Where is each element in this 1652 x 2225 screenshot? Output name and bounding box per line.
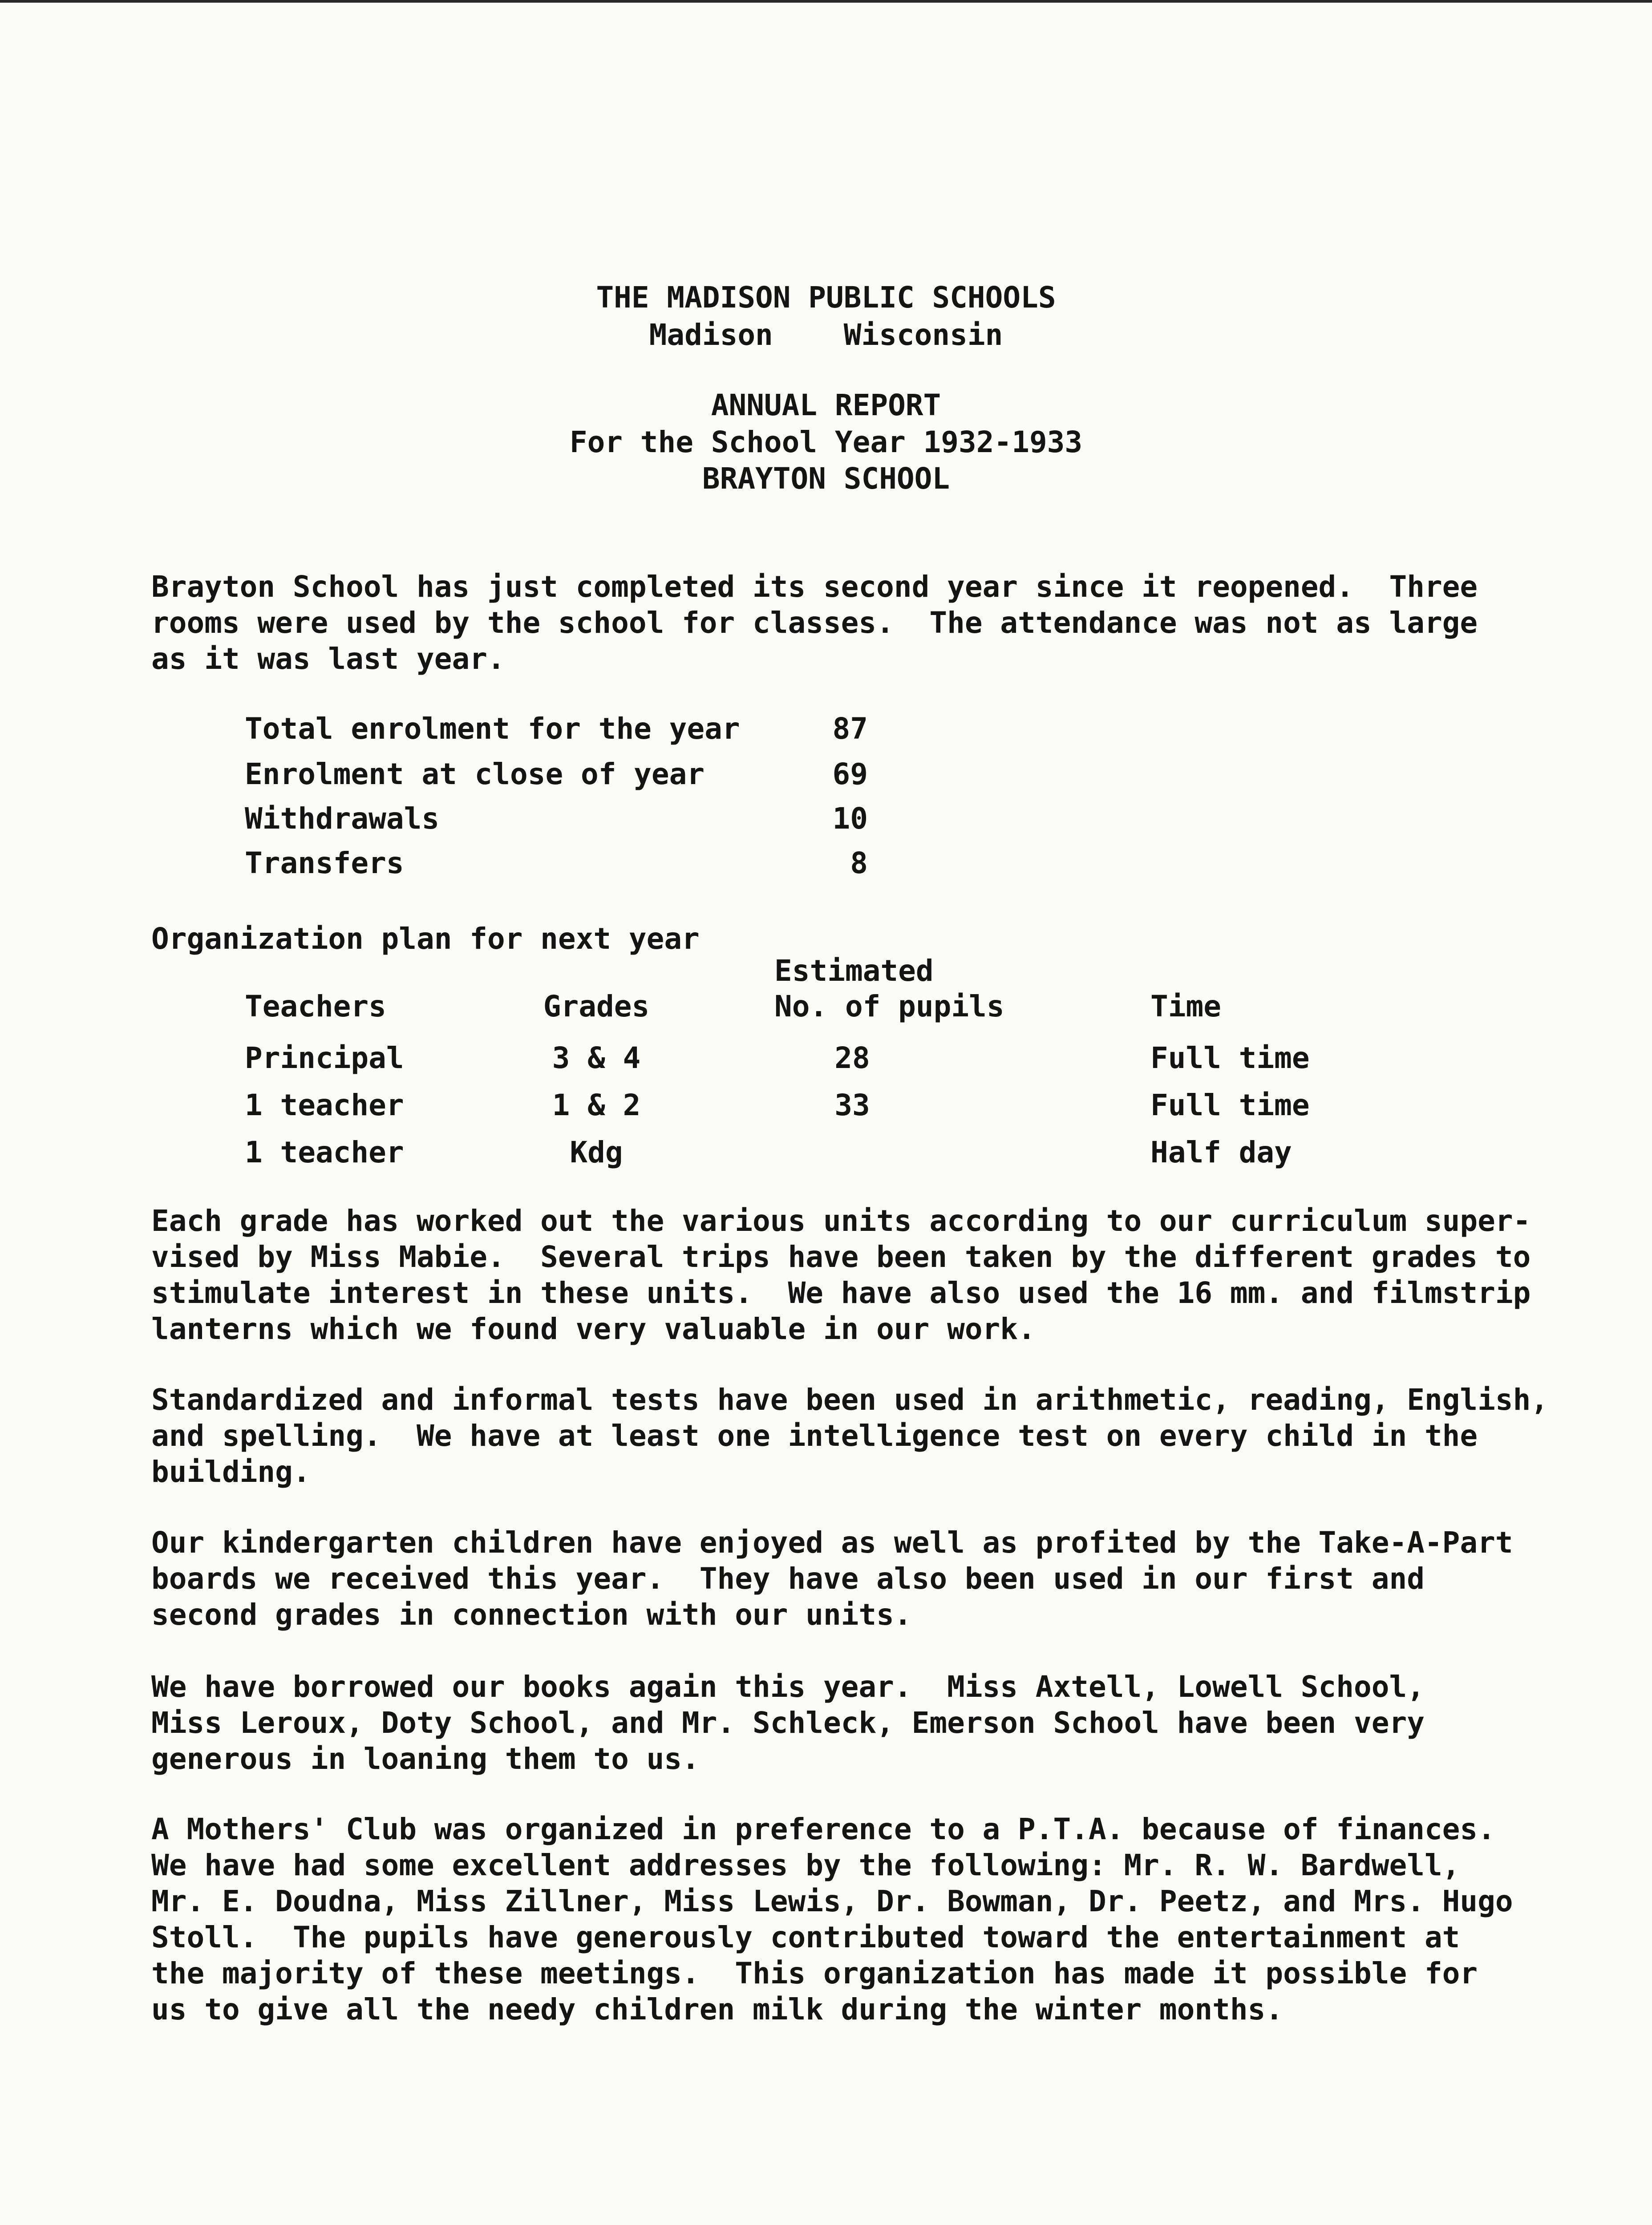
row-2-time: Full time [1150,1088,1310,1122]
paragraph-books: We have borrowed our books again this year. Miss Axtell, Lowell School, Miss Leroux, Doty School, and Mr. Schleck, Emerson School have been very generous in loaning them to us. [151,1670,1425,1776]
stat-value-transfers: 8 [850,846,868,880]
header-time: Time [1150,989,1221,1024]
stat-label-enrolment-close: Enrolment at close of year [245,757,705,791]
header-estimated: Estimated [774,954,934,988]
stat-value-withdrawals: 10 [832,801,868,836]
city-state: Madison Wisconsin [649,318,1003,352]
row-1-grades: 3 & 4 [552,1041,641,1075]
district-name: THE MADISON PUBLIC SCHOOLS [596,280,1056,315]
paragraph-tests: Standardized and informal tests have been used in arithmetic, reading, English, and spelling. We have at least one intelligence test on every child in the building. [151,1383,1549,1489]
row-2-teacher: 1 teacher [245,1088,404,1122]
row-2-grades: 1 & 2 [552,1088,641,1122]
organization-plan-title: Organization plan for next year [151,922,700,956]
stat-value-enrolment-close: 69 [832,757,868,791]
paragraph-kindergarten: Our kindergarten children have enjoyed as well as profited by the Take-A-Part boards we received this year. They have also been used in our first and second grades in connection with our units. [151,1525,1513,1632]
header-teachers: Teachers [245,989,386,1024]
row-3-teacher: 1 teacher [245,1135,404,1169]
stat-label-total-enrolment: Total enrolment for the year [245,712,740,746]
row-1-time: Full time [1150,1041,1310,1075]
paragraph-mothers-club: A Mothers' Club was organized in preference to a P.T.A. because of finances. We have had some excellent addresses by the following: Mr. R. W. Bardwell, Mr. E. Doudna, Miss Zillner, Miss Lewis, Dr. Bowman, Dr. Peetz, and Mrs. Hugo Stoll. The pupils have generously contributed toward the entertainment at the majority of these meetings. This organization has made it possible for us to give all the needy children milk during the winter months. [151,1812,1513,2027]
row-2-pupils: 33 [834,1088,870,1122]
header-no-of-pupils: No. of pupils [774,989,1004,1024]
report-title: ANNUAL REPORT [711,388,941,422]
row-1-pupils: 28 [834,1041,870,1075]
stat-value-total-enrolment: 87 [832,712,868,746]
row-1-teacher: Principal [245,1041,404,1075]
paragraph-curriculum-units: Each grade has worked out the various units according to our curriculum super- vised by Miss Mabie. Several trips have been taken by the different grades to stimulate interest in these units. We have also used the 16 mm. and filmstrip lanterns which we found very valuable in our work. [151,1204,1531,1346]
school-name: BRAYTON SCHOOL [702,461,950,496]
row-3-grades: Kdg [570,1135,623,1169]
header-grades: Grades [543,989,650,1024]
row-3-time: Half day [1150,1135,1292,1169]
intro-paragraph: Brayton School has just completed its second year since it reopened. Three rooms were used by the school for classes. The attendance was not as large as it was last year. [151,570,1478,676]
stat-label-withdrawals: Withdrawals [245,801,440,836]
stat-label-transfers: Transfers [245,846,404,880]
school-year: For the School Year 1932-1933 [569,425,1083,459]
